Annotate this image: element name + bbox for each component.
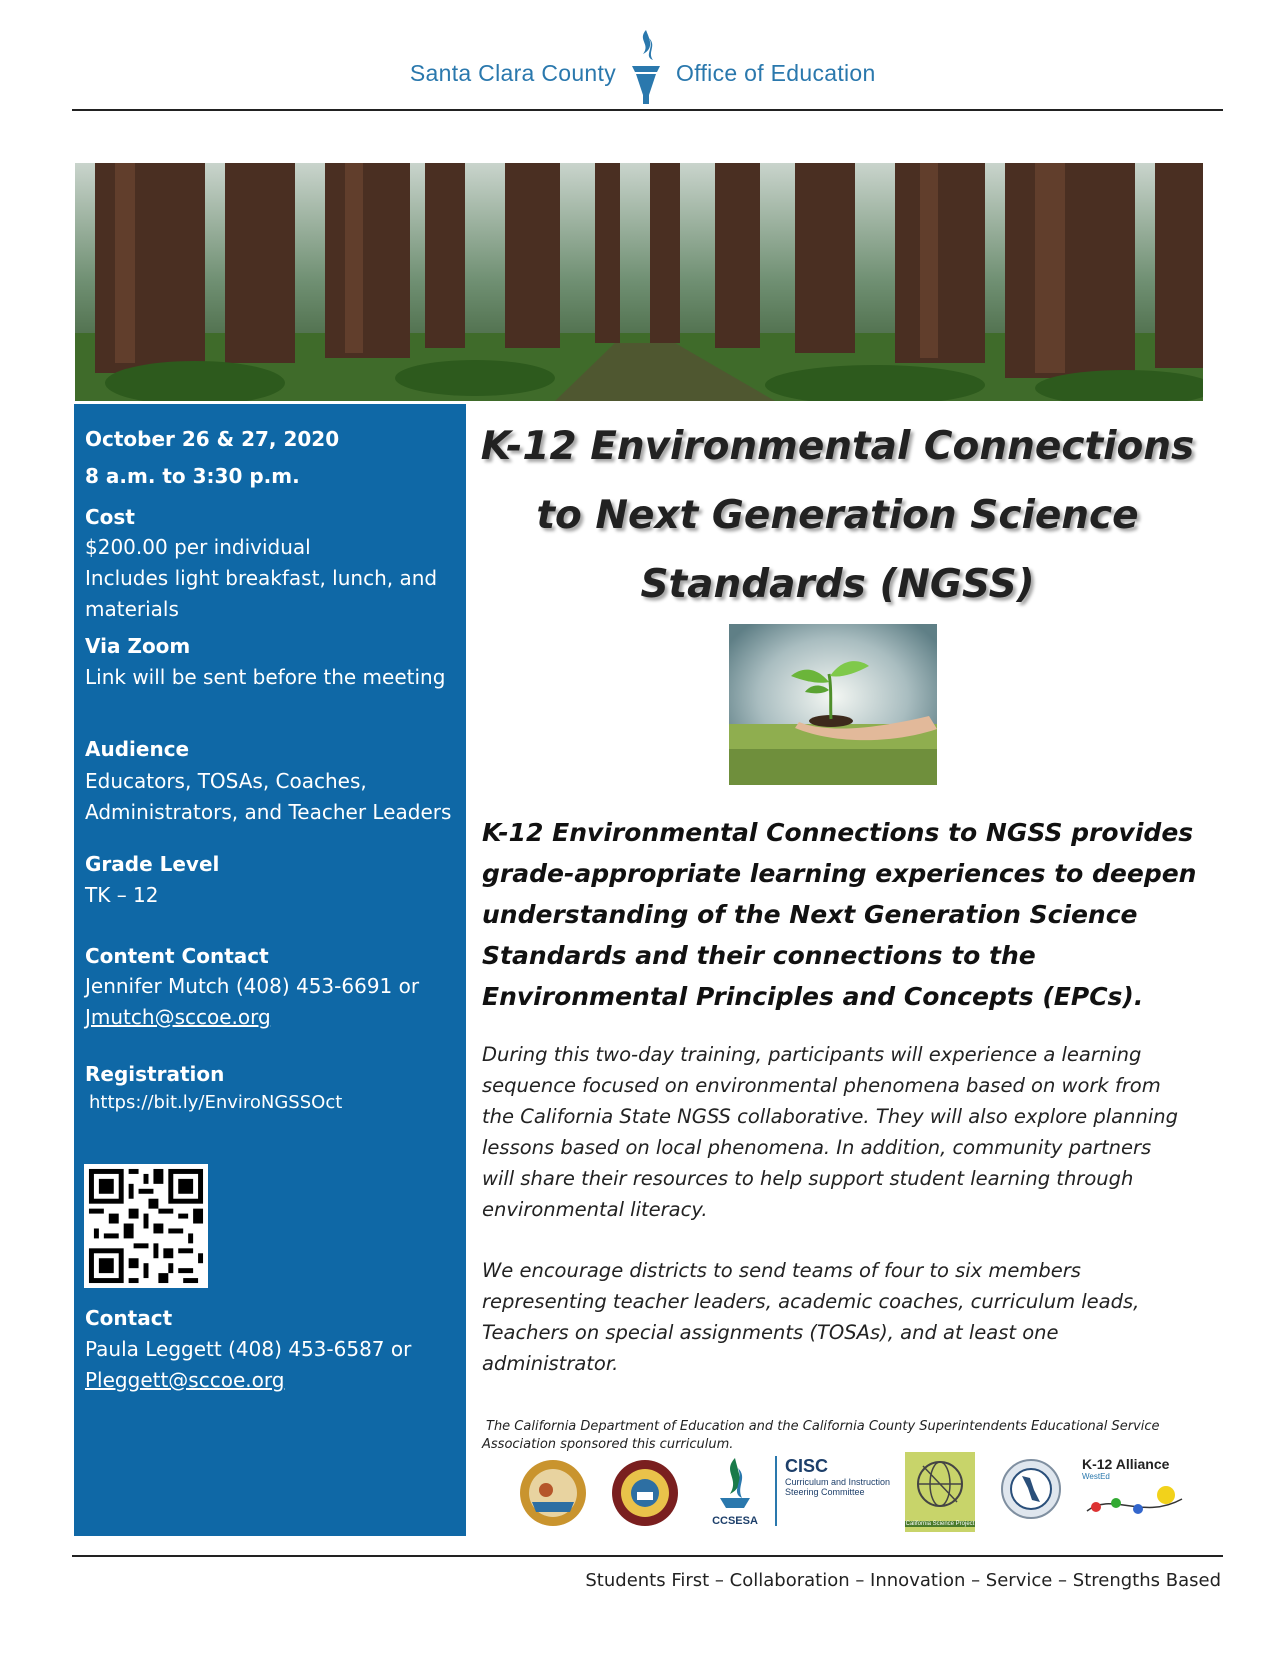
body-line: environmental literacy.	[482, 1198, 708, 1221]
contact	[85, 1334, 411, 1396]
footer-rule	[72, 1555, 1223, 1557]
cisc-title: CISC	[785, 1456, 829, 1476]
lead-paragraph	[482, 812, 1202, 1017]
title-line: K-12 Environmental Connections	[480, 424, 1195, 469]
body-line: the California State NGSS collaborative. They will also explore planning	[482, 1105, 1178, 1128]
california-science-project-logo	[905, 1452, 975, 1532]
description-paragraph	[482, 1039, 1202, 1225]
k12-alliance-sub: WestEd	[1082, 1472, 1110, 1481]
event-time: 8 a.m. to 3:30 p.m.	[85, 464, 300, 488]
lead-line: Environmental Principles and Concepts (EPCs).	[482, 982, 1144, 1011]
audience-line: Educators, TOSAs, Coaches,	[85, 769, 367, 793]
audience-text	[85, 766, 451, 828]
content-contact-email-link[interactable]: Jmutch@sccoe.org	[85, 1005, 271, 1029]
body-line: During this two-day training, participants will experience a learning	[482, 1043, 1142, 1066]
registration-heading: Registration	[85, 1062, 225, 1086]
ccsesa-logo	[700, 1454, 770, 1532]
body-line: will share their resources to help support student learning through	[482, 1167, 1134, 1190]
org-name-left: Santa Clara County	[409, 60, 616, 86]
zoom-text: Link will be sent before the meeting	[85, 665, 446, 689]
note-line: The California Department of Education and the California County Superintendents Educational Service	[486, 1419, 1160, 1434]
torch-flame-logo-icon	[627, 28, 665, 106]
grade-heading: Grade Level	[85, 852, 220, 876]
lead-line: Standards and their connections to the	[482, 941, 1036, 970]
sponsor-logos	[510, 1452, 1210, 1532]
body-line: administrator.	[482, 1352, 619, 1375]
body-line: We encourage districts to send teams of four to six members	[482, 1259, 1081, 1282]
california-science-teachers-association-icon	[1000, 1458, 1062, 1520]
lightbulbs-icon	[1082, 1481, 1192, 1521]
cost-heading: Cost	[85, 505, 135, 529]
body-line: representing teacher leaders, academic coaches, curriculum leads,	[482, 1290, 1140, 1313]
body-line: Teachers on special assignments (TOSAs), and at least one	[482, 1321, 1059, 1344]
title-line: to Next Generation Science	[536, 493, 1139, 538]
k12-alliance-label: K-12 Alliance	[1082, 1456, 1170, 1472]
globe-icon	[905, 1452, 975, 1516]
content-contact	[85, 971, 419, 1033]
event-title	[470, 412, 1205, 619]
content-contact-heading: Content Contact	[85, 944, 269, 968]
audience-line: Administrators, and Teacher Leaders	[85, 800, 452, 824]
header-rule	[72, 109, 1223, 111]
cost-line: $200.00 per individual	[85, 535, 311, 559]
audience-heading: Audience	[85, 737, 190, 761]
registration-url-link[interactable]: https://bit.ly/EnviroNGSSOct	[89, 1092, 343, 1113]
contact-email-link[interactable]: Pleggett@sccoe.org	[85, 1368, 285, 1392]
qr-code-icon[interactable]	[84, 1164, 208, 1288]
zoom-heading: Via Zoom	[85, 634, 191, 658]
contact-heading: Contact	[85, 1306, 173, 1330]
content-contact-phone: Jennifer Mutch (408) 453-6691 or	[85, 974, 420, 998]
cost-details	[85, 532, 437, 625]
org-name-right: Office of Education	[676, 60, 876, 86]
body-line: lessons based on local phenomena. In addition, community partners	[482, 1136, 1152, 1159]
cisc-subtitle: Steering Committee	[785, 1487, 865, 1497]
sponsor-note	[482, 1418, 1202, 1454]
event-dates: October 26 & 27, 2020	[85, 427, 340, 451]
note-line: Association sponsored this curriculum.	[482, 1437, 734, 1452]
grade-text: TK – 12	[85, 883, 159, 907]
lead-line: understanding of the Next Generation Science	[482, 900, 1138, 929]
lead-line: K-12 Environmental Connections to NGSS provides	[482, 818, 1194, 847]
seedling-in-hand-photo	[729, 624, 937, 785]
cost-line: materials	[85, 597, 179, 621]
redwood-forest-photo	[75, 163, 1203, 401]
department-of-education-seal-icon	[610, 1458, 680, 1528]
ccsesa-label: CCSESA	[712, 1515, 758, 1527]
team-paragraph	[482, 1255, 1202, 1379]
body-line: sequence focused on environmental phenomena based on work from	[482, 1074, 1161, 1097]
cost-line: Includes light breakfast, lunch, and	[85, 566, 438, 590]
california-state-seal-icon	[518, 1458, 588, 1528]
title-line: Standards (NGSS)	[640, 562, 1035, 607]
contact-phone: Paula Leggett (408) 453-6587 or	[85, 1337, 412, 1361]
ccsesa-flame-icon	[700, 1454, 770, 1510]
footer-tagline: Students First – Collaboration – Innovation – Service – Strengths Based	[585, 1570, 1221, 1591]
event-details-sidebar	[74, 404, 466, 1536]
k12-alliance-logo	[1082, 1456, 1192, 1526]
letterhead	[0, 28, 1275, 108]
cisc-subtitle: Curriculum and Instruction	[785, 1477, 891, 1487]
csp-label: California Science Project	[905, 1521, 975, 1527]
lead-line: grade-appropriate learning experiences to deepen	[482, 859, 1197, 888]
